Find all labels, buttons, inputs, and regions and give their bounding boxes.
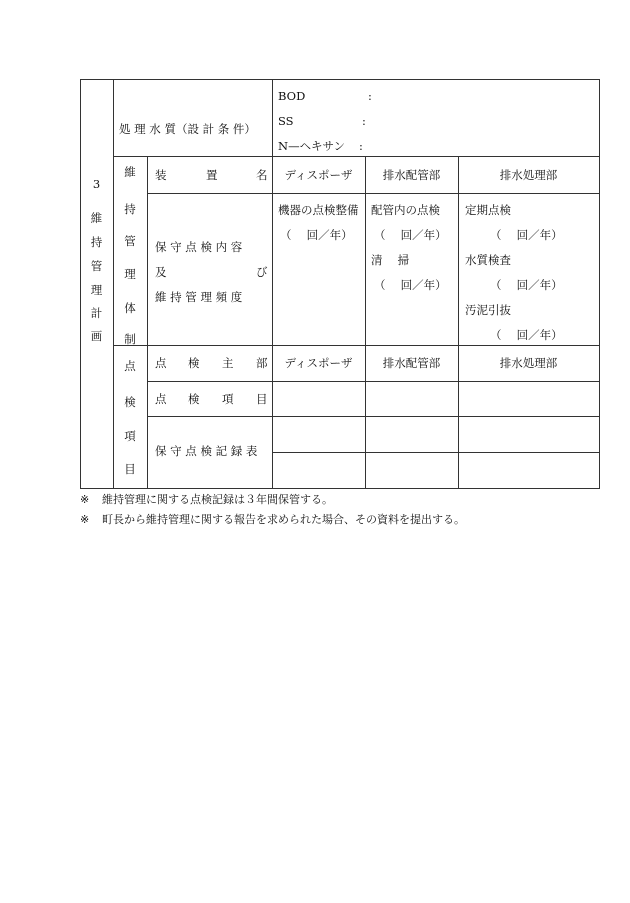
system-label-char: 制 [124,332,136,346]
inspection-label-char: 目 [124,462,136,476]
inspection-header-disposer: ディスポーザ [284,356,353,370]
device-name-char: 装 [155,168,167,182]
system-label-char: 持 [124,202,136,216]
col-line-disposer [365,156,366,489]
note-1 [80,493,333,506]
device-name-char: 置 [206,168,218,182]
items-char: 目 [256,392,268,406]
bod-colon: : [368,89,372,103]
nhex-label: N—ヘキサン [278,139,345,153]
items-char: 点 [155,392,167,406]
section-title-char: 持 [90,235,103,249]
section-title-char: 理 [90,283,103,297]
items-char: 検 [188,392,200,406]
record-label: 保 守 点 検 記 録 表 [155,444,258,458]
treatment-frequency2: （ 回／年） [490,278,563,292]
content-label-line2-a: 及 [155,265,167,279]
section-title-char: 管 [90,259,103,273]
main-part-char: 点 [155,356,167,370]
bod-label: BOD [278,89,306,103]
note-mark: ※ [80,513,90,526]
column-header-piping: 排水配管部 [382,168,441,182]
table-top-border [80,79,599,80]
ss-colon: : [362,114,366,128]
inspection-header-treatment: 排水処理部 [499,356,558,370]
section-title-char: 画 [90,329,103,343]
note-text: 維持管理に関する点検記録は３年間保管する。 [102,493,333,506]
content-label-line1: 保 守 点 検 内 容 [155,240,243,254]
column-header-treatment: 排水処理部 [499,168,558,182]
water-quality-label: 処 理 水 質（設 計 条 件） [119,122,256,136]
items-char: 項 [222,392,234,406]
row-line-record-mid [272,452,599,453]
main-part-char: 検 [188,356,200,370]
treatment-frequency1: （ 回／年） [490,228,563,242]
col-line-label [272,79,273,489]
piping-frequency1: （ 回／年） [374,228,447,242]
content-label-line3: 維 持 管 理 頻 度 [155,290,243,304]
col-line-section [113,79,114,489]
inspection-header-piping: 排水配管部 [382,356,441,370]
treatment-item1: 定期点検 [465,203,511,217]
section-title-char: 維 [90,211,103,225]
note-2 [80,513,465,526]
row-line-header-bottom [147,193,599,194]
treatment-frequency3: （ 回／年） [490,328,563,342]
disposer-frequency: （ 回／年） [280,228,353,242]
system-label-char: 維 [124,165,136,179]
inspection-label-char: 点 [124,359,136,373]
disposer-item: 機器の点検整備 [278,203,359,217]
row-line-system-bottom [113,345,599,346]
piping-frequency2: （ 回／年） [374,278,447,292]
piping-item1: 配管内の点検 [371,203,440,217]
main-part-char: 部 [256,356,268,370]
note-mark: ※ [80,493,90,506]
treatment-item2: 水質検査 [465,253,511,267]
table-bottom-border [80,488,599,489]
note-text: 町長から維持管理に関する報告を求められた場合、その資料を提出する。 [102,513,465,526]
device-name-char: 名 [256,168,268,182]
row-line-quality-bottom [113,156,599,157]
col-line-piping [458,156,459,489]
system-label-char: 理 [124,267,136,281]
row-line-mainpart-bottom [147,381,599,382]
system-label-char: 管 [124,234,136,248]
nhex-colon: : [359,139,363,153]
main-part-char: 主 [222,356,234,370]
section-title-char: 計 [90,306,103,320]
inspection-label-char: 項 [124,429,136,443]
inspection-label-char: 検 [124,395,136,409]
col-line-subsection [147,156,148,489]
piping-item2: 清 掃 [371,253,410,267]
section-number: 3 [92,177,101,191]
system-label-char: 体 [124,301,136,315]
column-header-disposer: ディスポーザ [284,168,353,182]
table-right-border [599,79,600,489]
row-line-items-bottom [147,416,599,417]
treatment-item3: 汚泥引抜 [465,303,511,317]
ss-label: SS [278,114,294,128]
content-label-line2-b: び [256,265,268,279]
